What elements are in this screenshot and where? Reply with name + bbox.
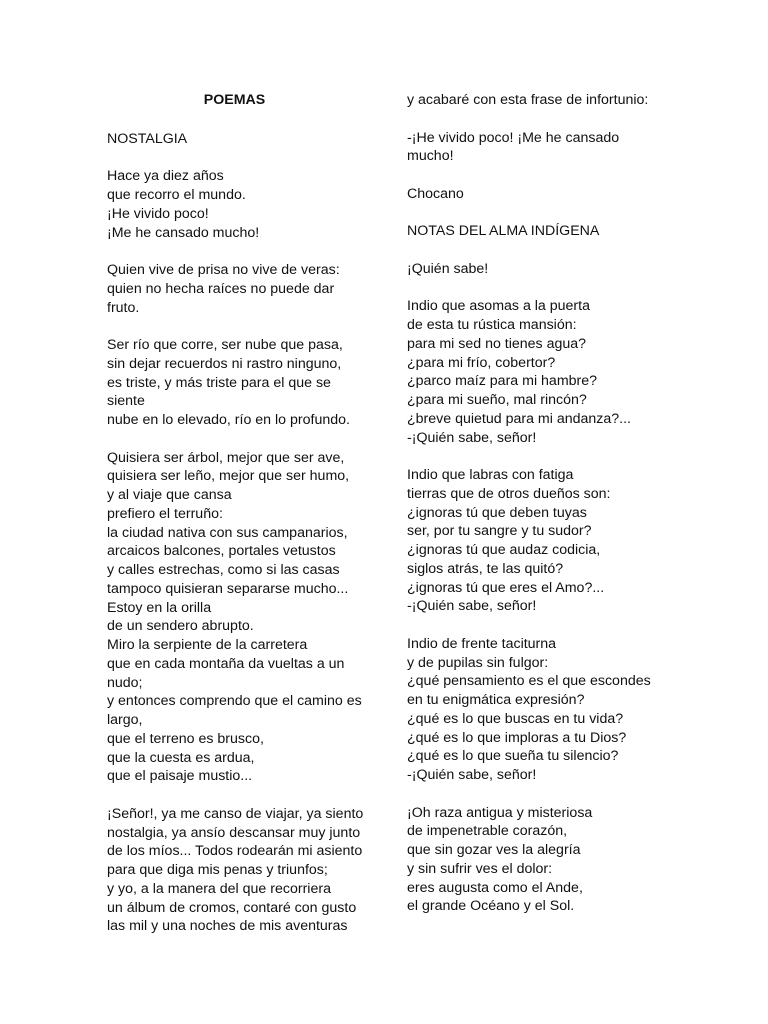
verse-line: y calles estrechas, como si las casas xyxy=(107,562,340,578)
verse-line: la ciudad nativa con sus campanarios, xyxy=(107,524,348,541)
verse-line: el grande Océano y el Sol. xyxy=(407,898,575,915)
verse-line: nostalgia, ya ansío descansar muy junto xyxy=(107,824,361,841)
stanza xyxy=(107,261,372,317)
stanza-gap xyxy=(107,242,372,261)
verse-line: ¿qué es lo que buscas en tu vida? xyxy=(407,710,624,727)
stanza-gap xyxy=(407,241,652,260)
verse-line: Indio de frente taciturna xyxy=(407,635,557,652)
verse-line: que el paisaje mustio... xyxy=(107,768,253,785)
verse-line: ser, por tu sangre y tu sudor? xyxy=(407,523,592,540)
verse-line: un álbum de cromos, contaré con gusto xyxy=(107,899,357,916)
verse-line: que en cada montaña da vueltas a un xyxy=(107,655,345,672)
verse-line: nube en lo elevado, río en lo profundo. xyxy=(107,412,350,428)
stanza xyxy=(107,167,372,242)
title-spacer xyxy=(107,110,372,130)
stanza xyxy=(407,466,652,616)
verse-line: Indio que asomas a la puerta xyxy=(407,298,590,315)
verse-line: ¿qué pensamiento es el que escondes xyxy=(407,673,651,690)
verse-line: para que diga mis penas y triunfos; xyxy=(107,862,328,878)
verse-line: ¡Quién sabe! xyxy=(407,260,489,277)
stanza xyxy=(107,805,372,936)
verse-line: ¿ignoras tú que audaz codicia, xyxy=(407,542,601,558)
verse-line: ¿breve quietud para mi andanza?... xyxy=(407,410,631,427)
verse-line: es triste, y más triste para el que se xyxy=(107,374,331,391)
stanza-gap xyxy=(407,616,652,635)
verse-line: -¡Quién sabe, señor! xyxy=(407,598,537,615)
verse-line: y de pupilas sin fulgor: xyxy=(407,654,549,671)
verse-line: -¡Quién sabe, señor! xyxy=(407,767,537,783)
verse-line: Indio que labras con fatiga xyxy=(407,467,574,483)
stanza-gap xyxy=(107,317,372,336)
verse-line: Estoy en la orilla xyxy=(107,599,212,616)
verse-line: Quisiera ser árbol, mejor que ser ave, xyxy=(107,449,345,466)
heading-text: NOSTALGIA xyxy=(107,130,188,147)
stanza xyxy=(107,336,372,430)
stanza xyxy=(407,260,652,279)
verse-line: de impenetrable corazón, xyxy=(407,823,568,840)
verse-line: ¡Señor!, ya me canso de viajar, ya siento xyxy=(107,805,364,822)
poem-heading xyxy=(407,222,652,241)
poem-heading xyxy=(107,130,372,149)
verse-line: de los míos... Todos rodearán mi asiento xyxy=(107,843,363,860)
verse-line: que la cuesta es ardua, xyxy=(107,749,255,766)
verse-line: Chocano xyxy=(407,185,464,202)
document-title: POEMAS xyxy=(203,92,266,108)
verse-line: nudo; xyxy=(107,674,143,691)
verse-line: sin dejar recuerdos ni rastro ninguno, xyxy=(107,355,342,372)
verse-line: -¡He vivido poco! ¡Me he cansado xyxy=(407,129,620,146)
verse-line: eres augusta como el Ande, xyxy=(407,879,583,896)
verse-line: Hace ya diez años xyxy=(107,168,224,185)
verse-line: ¿ignoras tú que deben tuyas xyxy=(407,504,587,521)
verse-line: de esta tu rústica mansión: xyxy=(407,317,577,333)
verse-line: ¡Oh raza antigua y misteriosa xyxy=(407,804,593,821)
verse-line: prefiero el terruño: xyxy=(107,505,223,522)
verse-line: de un sendero abrupto. xyxy=(107,618,254,635)
verse-line: quien no hecha raíces no puede dar xyxy=(107,280,335,297)
stanza-gap xyxy=(407,447,652,466)
stanza xyxy=(107,449,372,787)
verse-line: Quien vive de prisa no vive de veras: xyxy=(107,262,340,278)
heading-text: NOTAS DEL ALMA INDÍGENA xyxy=(407,223,600,240)
verse-line: que recorro el mundo. xyxy=(107,187,246,203)
stanza xyxy=(407,129,652,167)
stanza-gap xyxy=(107,430,372,449)
stanza xyxy=(407,297,652,447)
stanza-gap xyxy=(407,785,652,804)
stanza xyxy=(407,804,652,917)
verse-line: ¿qué es lo que imploras a tu Dios? xyxy=(407,729,627,746)
verse-line: que el terreno es brusco, xyxy=(107,730,264,747)
stanza-gap xyxy=(407,279,652,298)
verse-line: ¡Me he cansado mucho! xyxy=(107,224,260,241)
verse-line: ¿qué es lo que sueña tu silencio? xyxy=(407,748,619,765)
verse-line: Ser río que corre, ser nube que pasa, xyxy=(107,337,343,353)
stanza xyxy=(407,91,652,110)
verse-line: ¡He vivido poco! xyxy=(107,205,209,222)
verse-line: para mi sed no tienes agua? xyxy=(407,335,587,352)
verse-line: arcaicos balcones, portales vetustos xyxy=(107,543,336,560)
stanza-gap xyxy=(107,786,372,805)
verse-line: que sin gozar ves la alegría xyxy=(407,842,581,858)
verse-line: tampoco quisieran separarse mucho... xyxy=(107,580,349,597)
left-column xyxy=(107,91,372,936)
verse-line: ¿para mi sueño, mal rincón? xyxy=(407,392,587,408)
verse-line: quisiera ser leño, mejor que ser humo, xyxy=(107,468,350,485)
verse-line: siglos atrás, te las quitó? xyxy=(407,560,564,577)
verse-line: ¿parco maíz para mi hambre? xyxy=(407,373,598,390)
verse-line: y entonces comprendo que el camino es xyxy=(107,693,362,710)
verse-line: fruto. xyxy=(107,299,140,316)
stanza-gap xyxy=(407,204,652,223)
verse-line: ¿para mi frío, cobertor? xyxy=(407,354,556,371)
stanza-gap xyxy=(107,149,372,168)
verse-line: Miro la serpiente de la carretera xyxy=(107,637,308,653)
verse-line: largo, xyxy=(107,712,143,728)
verse-line: y yo, a la manera del que recorriera xyxy=(107,880,331,897)
stanza xyxy=(407,635,652,785)
verse-line: y acabaré con esta frase de infortunio: xyxy=(407,92,649,108)
stanza-gap xyxy=(407,110,652,129)
verse-line: tierras que de otros dueños son: xyxy=(407,485,611,502)
verse-line: en tu enigmática expresión? xyxy=(407,692,585,708)
verse-line: y al viaje que cansa xyxy=(107,487,232,503)
right-column xyxy=(407,91,652,916)
stanza-gap xyxy=(407,166,652,185)
verse-line: las mil y una noches de mis aventuras xyxy=(107,918,348,935)
verse-line: ¿ignoras tú que eres el Amo?... xyxy=(407,579,605,596)
verse-line: y sin sufrir ves el dolor: xyxy=(407,860,553,877)
verse-line: -¡Quién sabe, señor! xyxy=(407,429,537,446)
verse-line: siente xyxy=(107,393,145,410)
verse-line: mucho! xyxy=(407,148,454,165)
stanza xyxy=(407,185,652,204)
